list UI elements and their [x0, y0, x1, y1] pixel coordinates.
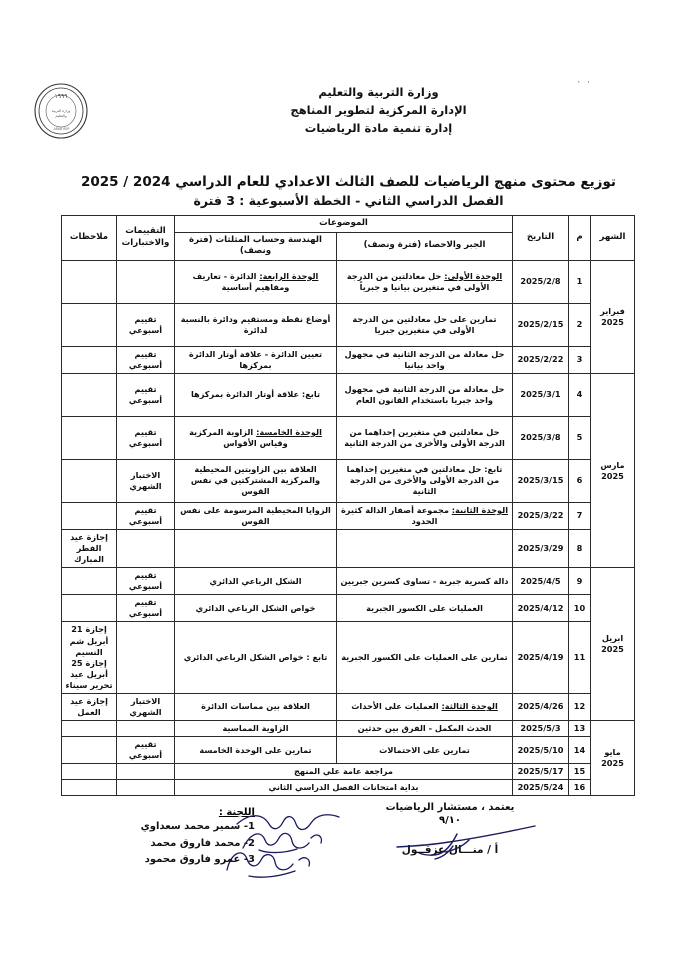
approver-block	[345, 802, 555, 856]
table-row	[62, 530, 635, 568]
cell-algebra: العمليات على الكسور الجبرية	[337, 595, 513, 622]
cell-date: 2025/4/5	[513, 568, 569, 595]
document-footer	[62, 800, 635, 920]
cell-date: 2025/3/8	[513, 416, 569, 459]
cell-algebra: دالة كسرية جبرية - تساوى كسرين جبريين	[337, 568, 513, 595]
cell-evaluation: تقييم أسبوعي	[117, 502, 175, 529]
cell-notes	[62, 459, 117, 502]
cell-algebra: الحدث المكمل - الفرق بين حدثين	[337, 720, 513, 736]
ministry-heading	[0, 84, 697, 137]
ministry-line-3: إدارة تنمية مادة الرياضيات	[304, 120, 453, 135]
cell-date: 2025/2/22	[513, 346, 569, 373]
cell-geometry: تابع: علاقة أوتار الدائرة بمركزها	[175, 373, 337, 416]
cell-row-number: 13	[569, 720, 591, 736]
cell-evaluation: تقييم أسبوعي	[117, 416, 175, 459]
cell-geometry: الوحدة الرابعة: الدائرة - تعاريف ومفاهيم أساسية	[175, 260, 337, 303]
cell-date: 2025/2/8	[513, 260, 569, 303]
cell-row-number: 3	[569, 346, 591, 373]
header-month: الشهر	[591, 216, 635, 261]
cell-row-number: 6	[569, 459, 591, 502]
cell-row-number: 4	[569, 373, 591, 416]
cell-notes	[62, 595, 117, 622]
cell-algebra: الوحدة الثانية: مجموعة أصفار الدالة كثيرة الحدود	[337, 502, 513, 529]
cell-algebra: تمارين على الاحتمالات	[337, 737, 513, 764]
cell-evaluation	[117, 530, 175, 568]
table-row	[62, 720, 635, 736]
unit-label: الوحدة الأولى:	[444, 270, 503, 281]
table-row	[62, 595, 635, 622]
table-row	[62, 373, 635, 416]
unit-label: الوحدة الرابعة:	[259, 270, 319, 281]
header-evaluation: التقييمات والاختبارات	[117, 216, 175, 261]
cell-notes	[62, 346, 117, 373]
cell-geometry: أوضاع نقطة ومستقيم ودائرة بالنسبة لدائرة	[175, 303, 337, 346]
curriculum-table-wrapper	[62, 215, 635, 796]
table-body	[62, 260, 635, 796]
header-date: التاريخ	[513, 216, 569, 261]
cell-row-number: 1	[569, 260, 591, 303]
cell-date: 2025/5/24	[513, 780, 569, 796]
committee-member: 1- سمير محمد سعداوي	[140, 821, 255, 832]
cell-month: مايو 2025	[591, 720, 635, 795]
unit-label: الوحدة الثالثة:	[441, 701, 498, 712]
cell-row-number: 7	[569, 502, 591, 529]
cell-geometry: الشكل الرباعي الدائري	[175, 568, 337, 595]
cell-evaluation	[117, 622, 175, 693]
cell-evaluation	[117, 780, 175, 796]
cell-notes	[62, 416, 117, 459]
cell-notes	[62, 780, 117, 796]
cell-geometry: تعيين الدائرة - علاقة أوتار الدائرة بمركزها	[175, 346, 337, 373]
cell-month: فبراير 2025	[591, 260, 635, 373]
cell-date: 2025/4/12	[513, 595, 569, 622]
cell-date: 2025/4/19	[513, 622, 569, 693]
table-head	[62, 216, 635, 261]
committee-block	[25, 800, 255, 869]
cell-notes: إجازة عيد العمل	[62, 693, 117, 720]
cell-row-number: 10	[569, 595, 591, 622]
cell-notes	[62, 764, 117, 780]
header-notes: ملاحظات	[62, 216, 117, 261]
cell-evaluation: تقييم أسبوعي	[117, 303, 175, 346]
cell-merged-topic: مراجعة عامة علي المنهج	[175, 764, 513, 780]
table-header-row-1	[62, 216, 635, 233]
cell-row-number: 16	[569, 780, 591, 796]
cell-date: 2025/5/17	[513, 764, 569, 780]
cell-geometry	[175, 530, 337, 568]
title-line-1: توزيع محتوى منهج الرياضيات للصف الثالث الاعدادي للعام الدراسي 2024 / 2025	[81, 174, 616, 190]
cell-merged-topic: بداية امتحانات الفصل الدراسي الثاني	[175, 780, 513, 796]
approver-name: أ / منـــال عزقــول	[401, 844, 499, 856]
cell-row-number: 11	[569, 622, 591, 693]
cell-evaluation: الاختبار الشهري	[117, 693, 175, 720]
cell-geometry: تمارين على الوحدة الخامسة	[175, 737, 337, 764]
unit-label: الوحدة الثانية:	[451, 504, 509, 515]
cell-notes	[62, 502, 117, 529]
cell-row-number: 15	[569, 764, 591, 780]
cell-evaluation: تقييم أسبوعي	[117, 568, 175, 595]
cell-evaluation	[117, 720, 175, 736]
cell-notes	[62, 373, 117, 416]
table-row	[62, 622, 635, 693]
cell-notes: إجازة 21 أبريل شم النسيم إجازة 25 أبريل عيد تحرير سيناء	[62, 622, 117, 693]
cell-notes	[62, 568, 117, 595]
table-row	[62, 346, 635, 373]
cell-geometry: العلاقة بين الزاويتين المحيطية والمركزية المشتركتين في نفس القوس	[175, 459, 337, 502]
cell-row-number: 12	[569, 693, 591, 720]
cell-row-number: 8	[569, 530, 591, 568]
table-row	[62, 764, 635, 780]
cell-row-number: 9	[569, 568, 591, 595]
cell-date: 2025/4/26	[513, 693, 569, 720]
header-algebra: الجبر والاحصاء (فترة ونصف)	[337, 232, 513, 260]
cell-geometry: العلاقة بين مماسات الدائرة	[175, 693, 337, 720]
cell-row-number: 2	[569, 303, 591, 346]
cell-geometry: خواص الشكل الرباعي الدائري	[175, 595, 337, 622]
cell-algebra: حل معادلتين في متغيرين إحداهما من الدرجة الأولى والأخرى من الدرجة الثانية	[337, 416, 513, 459]
ministry-line-2: الإدارة المركزية لتطوير المناهج	[290, 102, 467, 117]
cell-month: مارس 2025	[591, 373, 635, 567]
committee-member: 2- محمد فاروق محمد	[150, 837, 255, 849]
cell-date: 2025/3/22	[513, 502, 569, 529]
cell-algebra: تابع: حل معادلتين في متغيرين إحداهما من الدرجة الأولى والأخرى من الدرجة الثانية	[337, 459, 513, 502]
cell-evaluation: تقييم أسبوعي	[117, 595, 175, 622]
cell-notes	[62, 737, 117, 764]
page-title	[0, 172, 697, 211]
cell-month: ابريل 2025	[591, 568, 635, 721]
cell-evaluation: تقييم أسبوعي	[117, 737, 175, 764]
cell-row-number: 5	[569, 416, 591, 459]
table-row	[62, 303, 635, 346]
cell-date: 2025/5/10	[513, 737, 569, 764]
title-line-2: الفصل الدراسي الثاني - الخطة الأسبوعية : 3 فترة	[193, 193, 504, 209]
cell-row-number: 14	[569, 737, 591, 764]
cell-date: 2025/2/15	[513, 303, 569, 346]
header-topics: الموضوعات	[175, 216, 513, 233]
curriculum-distribution-table	[61, 215, 635, 796]
cell-date: 2025/3/15	[513, 459, 569, 502]
table-row	[62, 780, 635, 796]
table-row	[62, 737, 635, 764]
cell-evaluation: الاختبار الشهري	[117, 459, 175, 502]
cell-algebra	[337, 530, 513, 568]
cell-algebra: تمارين على العمليات على الكسور الجبرية	[337, 622, 513, 693]
table-row	[62, 502, 635, 529]
svg-text:١٩٩٩: ١٩٩٩	[54, 93, 68, 100]
header-num: م	[569, 216, 591, 261]
svg-text:ARAB REP.: ARAB REP.	[52, 127, 70, 131]
table-row	[62, 416, 635, 459]
approver-date-number: ٩/١٠	[439, 815, 461, 826]
cell-notes	[62, 260, 117, 303]
cell-algebra: حل معادلة من الدرجة الثانية في مجهول واحد جبريا باستخدام القانون العام	[337, 373, 513, 416]
cell-algebra: الوحدة الثالثة: العمليات على الأحداث	[337, 693, 513, 720]
cell-geometry: الزوايا المحيطية المرسومة على نفس القوس	[175, 502, 337, 529]
table-row	[62, 693, 635, 720]
cell-algebra: حل معادلة من الدرجة الثانية في مجهول واحد بيانيا	[337, 346, 513, 373]
cell-date: 2025/3/29	[513, 530, 569, 568]
svg-text:وزارة التربية: وزارة التربية	[51, 109, 71, 113]
approver-title: يعتمد ، مستشار الرياضيات	[385, 802, 515, 813]
cell-notes: إجازة عيد الفطر المبارك	[62, 530, 117, 568]
ministry-line-1: وزارة التربية والتعليم	[318, 85, 439, 99]
cell-geometry: الوحدة الخامسة: الزاوية المركزية وقياس الأقواس	[175, 416, 337, 459]
cell-date: 2025/3/1	[513, 373, 569, 416]
document-header	[0, 78, 697, 168]
svg-text:والتعليم: والتعليم	[55, 114, 67, 118]
cell-algebra: تمارين على حل معادلتين من الدرجة الأولى في متغيرين جبريا	[337, 303, 513, 346]
cell-notes	[62, 303, 117, 346]
cell-evaluation	[117, 764, 175, 780]
committee-label: اللجنة :	[218, 807, 255, 818]
unit-label: الوحدة الخامسة:	[256, 426, 322, 437]
committee-member: 3- عمرو فاروق محمود	[144, 854, 255, 865]
stray-ink-marks: · ·	[577, 78, 592, 88]
header-geometry: الهندسة وحساب المثلثات (فترة ونصف)	[175, 232, 337, 260]
cell-evaluation: تقييم أسبوعي	[117, 373, 175, 416]
cell-date: 2025/5/3	[513, 720, 569, 736]
cell-geometry: تابع : خواص الشكل الرباعي الدائري	[175, 622, 337, 693]
cell-geometry: الزاوية المماسية	[175, 720, 337, 736]
committee-list	[25, 819, 255, 869]
cell-evaluation: تقييم أسبوعي	[117, 346, 175, 373]
table-row	[62, 568, 635, 595]
table-row	[62, 260, 635, 303]
cell-evaluation	[117, 260, 175, 303]
cell-algebra: الوحدة الأولى: حل معادلتين من الدرجة الأولى في متغيرين بيانيا و جبرياً	[337, 260, 513, 303]
table-row	[62, 459, 635, 502]
cell-notes	[62, 720, 117, 736]
